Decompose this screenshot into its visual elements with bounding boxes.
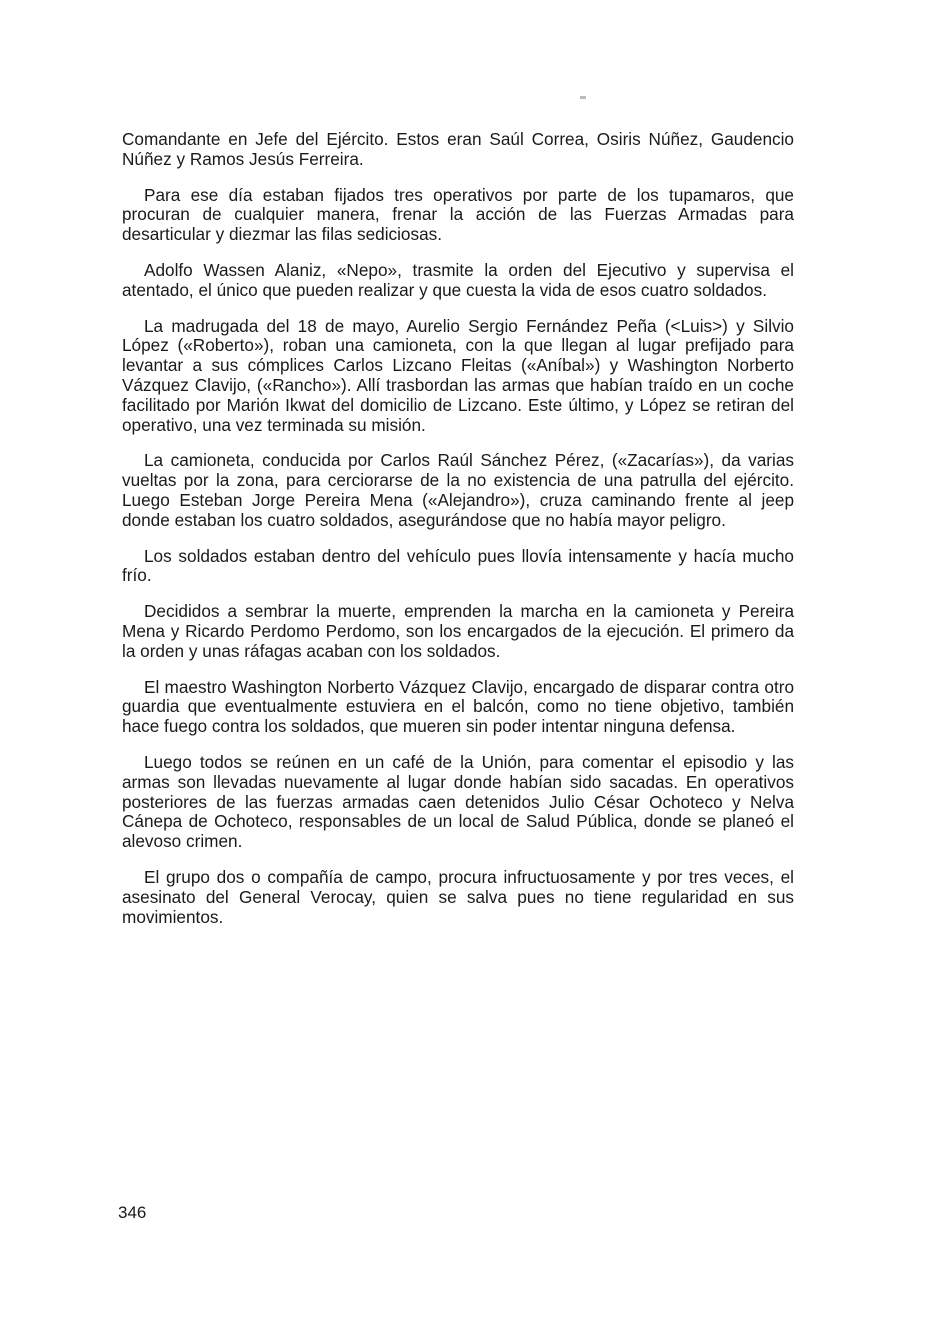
page-number: 346 <box>118 1203 147 1222</box>
paragraph-3: Adolfo Wassen Alaniz, «Nepo», trasmite la orden del Ejecutivo y supervisa el atentado, el único que pueden realizar y que cuesta la vida de esos cuatro soldados. <box>122 259 794 300</box>
paragraph-2: Para ese día estaban fijados tres operativos por parte de los tupamaros, que procuran de cualquier manera, frenar la acción de las Fuerzas Armadas para desarticular y diezmar las filas sediciosas. <box>122 184 794 245</box>
paragraph-9: Luego todos se reúnen en un café de la Unión, para comentar el episodio y las armas son llevadas nuevamente al lugar donde habían sido sacadas. En operativos posteriores de las fuerzas armadas caen detenidos Julio César Ochoteco y Nelva Cánepa de Ochoteco, responsables de un local de Salud Pública, donde se planeó el alevoso crimen. <box>122 751 794 852</box>
paragraph-4: La madrugada del 18 de mayo, Aurelio Sergio Fernández Peña (<Luis>) y Silvio López («Roberto»), roban una camioneta, con la que llegan al lugar prefijado para levantar a sus cómplices Carlos Lizcano Fleitas («Aníbal») y Washington Norberto Vázquez Clavijo, («Rancho»). Allí trasbordan las armas que habían traído en un coche facilitado por Marión Ikwat del domicilio de Lizcano. Este último, y López se retiran del operativo, una vez terminada su misión. <box>122 315 794 435</box>
paragraph-10: El grupo dos o compañía de campo, procura infructuosamente y por tres veces, el asesinato del General Verocay, quien se salva pues no tiene regularidad en sus movimientos. <box>122 866 794 927</box>
body-text <box>122 130 794 943</box>
scan-mark <box>580 96 586 99</box>
paragraph-6: Los soldados estaban dentro del vehículo pues llovía intensamente y hacía mucho frío. <box>122 545 794 586</box>
paragraph-8: El maestro Washington Norberto Vázquez Clavijo, encargado de disparar contra otro guardia que eventualmente estuviera en el balcón, como no tiene objetivo, también hace fuego contra los soldados, que mueren sin poder intentar ninguna defensa. <box>122 676 794 737</box>
paragraph-7: Decididos a sembrar la muerte, emprenden la marcha en la camioneta y Pereira Mena y Ricardo Perdomo Perdomo, son los encargados de la ejecución. El primero da la orden y unas ráfagas acaban con los soldados. <box>122 601 794 661</box>
paragraph-5: La camioneta, conducida por Carlos Raúl Sánchez Pérez, («Zacarías»), da varias vueltas por la zona, para cerciorarse de la no existencia de una patrulla del ejército. Luego Esteban Jorge Pereira Mena («Alejandro»), cruza caminando frente al jeep donde estaban los cuatro soldados, asegurándose que no había mayor peligro. <box>122 450 794 530</box>
paragraph-1: Comandante en Jefe del Ejército. Estos eran Saúl Correa, Osiris Núñez, Gaudencio Núñez y Ramos Jesús Ferreira. <box>122 129 794 169</box>
